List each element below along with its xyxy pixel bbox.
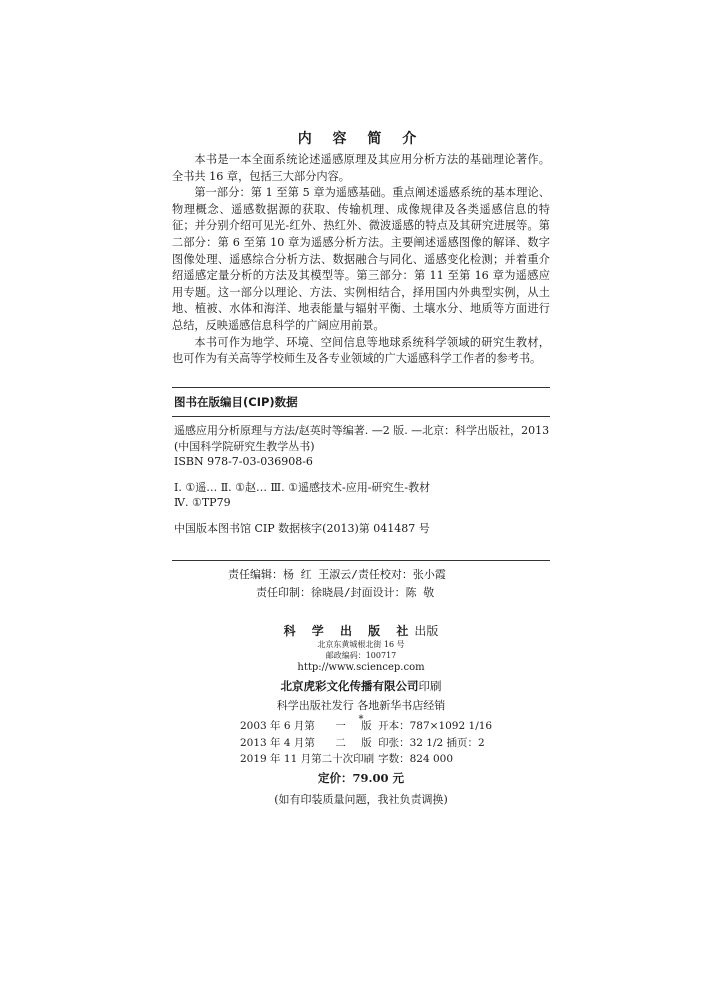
distribution-line: 科学出版社发行 各地新华书店经销 (276, 699, 446, 712)
price: 定价：79.00 元 (317, 770, 404, 785)
cip-heading: 图书在版编目(CIP)数据 (174, 395, 298, 409)
table-row: 2019 年 11 月第二十次印刷 字数：824 000 (240, 753, 454, 765)
cip-data-block (172, 387, 550, 561)
cip-bibliographic-line: 遥感应用分析原理与方法/赵英时等编著. —2 版. —北京：科学出版社，2013 (174, 424, 550, 437)
cip-record-number: 中国版本图书馆 CIP 数据核字(2013)第 041487 号 (174, 521, 430, 535)
printer-name: 北京虎彩文化传播有限公司印刷 (280, 679, 442, 693)
book-introduction (172, 152, 550, 368)
edition-info (172, 718, 550, 809)
credit-line: 责任编辑：杨 红 王淑云/责任校对：张小霞 (228, 568, 446, 581)
intro-paragraph: 本书是一本全面系统论述遥感原理及其应用分析方法的基础理论著作。全书共 16 章，包括三大部分内容。 (172, 153, 550, 183)
intro-paragraph: 第一部分：第 1 至第 5 章为遥感基础。重点阐述遥感系统的基本理论、物理概念、遥感数据源的获取、传输机理、成像规律及各类遥感信息的特征；并分别介绍可见光-红外、热红外、微波遥感的特点及其研究进展等。第二部分：第 6 至第 10 章为遥感分析方法。主要阐述遥感图像的解译、数字图像处理、遥感综合分析方法、数据融合与同化、遥感变化检测；并着重介绍遥感定量分析的方法及其模型等。第三部分：第 11 至第 16 章为遥感应用专题。这一部分以理论、方法、实例相结合，择用国内外典型实例，从土地、植被、水体和海洋、地表能量与辐射平衡、土壤水分、地质等方面进行总结，反映遥感信息科学的广阔应用前景。 (172, 186, 550, 332)
cip-series-line: (中国科学院研究生教学丛书) (174, 439, 315, 453)
publisher-address: 北京东黄城根北街 16 号 (317, 640, 405, 649)
table-row: 2013 年 4 月第 二 版 印张：32 1/2 插页：2 (240, 736, 485, 749)
editorial-credits (172, 566, 550, 602)
cip-classification: Ⅳ. ①TP79 (174, 496, 231, 509)
edition-table (240, 718, 496, 768)
quality-notice: (如有印装质量问题，我社负责调换) (274, 793, 448, 806)
intro-paragraph: 本书可作为地学、环境、空间信息等地球系统科学领域的研究生教材，也可作为有关高等学校师生及各专业领域的广大遥感科学工作者的参考书。 (172, 335, 550, 366)
publisher-postcode: 邮政编码：100717 (325, 651, 397, 660)
publisher-name: 科 学 出 版 社出版 (283, 624, 439, 638)
publisher-info (172, 622, 550, 725)
table-row: 2003 年 6 月第 一 版 开本：787×1092 1/16 (240, 720, 493, 732)
credit-line: 责任印制：徐晓晨/封面设计：陈 敬 (256, 586, 435, 599)
page-title: 内 容 简 介 (297, 131, 425, 147)
cip-isbn: ISBN 978-7-03-036908-6 (174, 455, 313, 468)
publisher-url: http://www.sciencep.com (297, 662, 425, 673)
cip-classification: Ⅰ. ①遥… Ⅱ. ①赵… Ⅲ. ①遥感技术-应用-研究生-教材 (174, 480, 431, 494)
separator-mark: * (358, 714, 364, 725)
